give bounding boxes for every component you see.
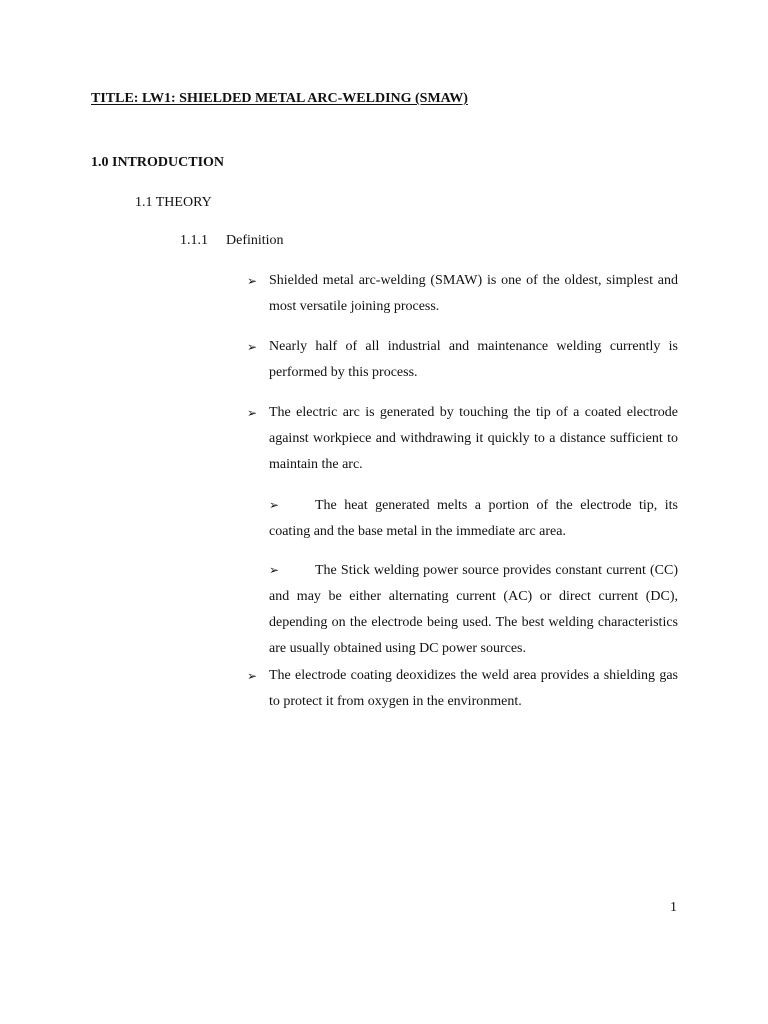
bullet-text: Shielded metal arc-welding (SMAW) is one of the oldest, simplest and most versatile joining process. bbox=[269, 273, 678, 314]
sub-bullet-text: The heat generated melts a portion of the electrode tip, its coating and the base metal in the immediate arc area. bbox=[269, 498, 678, 539]
subsubsection-label: Definition bbox=[226, 233, 284, 248]
arrow-bullet-icon: ➢ bbox=[247, 340, 258, 354]
subsubsection-heading-definition bbox=[180, 233, 284, 249]
arrow-bullet-icon: ➢ bbox=[247, 274, 258, 288]
sub-bullet-text: The Stick welding power source provides constant current (CC) and may be either alternating current (AC) or direct current (DC), depending on the electrode being used. The best welding characteristics are usually obtained using DC power sources. bbox=[269, 563, 678, 656]
arrow-bullet-icon: ➢ bbox=[269, 563, 280, 577]
sub-bullet-item bbox=[269, 492, 678, 545]
page-number: 1 bbox=[670, 900, 677, 915]
section-heading-introduction: 1.0 INTRODUCTION bbox=[91, 155, 225, 170]
bullet-item bbox=[247, 663, 678, 715]
arrow-bullet-icon: ➢ bbox=[247, 669, 258, 683]
sub-bullet-item bbox=[269, 557, 678, 662]
bullet-item bbox=[247, 268, 678, 320]
document-title: TITLE: LW1: SHIELDED METAL ARC-WELDING (SMAW) bbox=[91, 91, 468, 106]
bullet-text: The electrode coating deoxidizes the weld area provides a shielding gas to protect it from oxygen in the environment. bbox=[269, 668, 678, 709]
bullet-item bbox=[247, 334, 678, 386]
arrow-bullet-icon: ➢ bbox=[247, 406, 258, 420]
arrow-bullet-icon: ➢ bbox=[269, 498, 280, 512]
bullet-text: Nearly half of all industrial and maintenance welding currently is performed by this process. bbox=[269, 339, 678, 380]
bullet-item bbox=[247, 400, 678, 478]
bullet-text: The electric arc is generated by touching the tip of a coated electrode against workpiece and withdrawing it quickly to a distance sufficient to maintain the arc. bbox=[269, 405, 678, 472]
subsection-heading-theory: 1.1 THEORY bbox=[135, 195, 212, 210]
subsubsection-number: 1.1.1 bbox=[180, 233, 208, 248]
